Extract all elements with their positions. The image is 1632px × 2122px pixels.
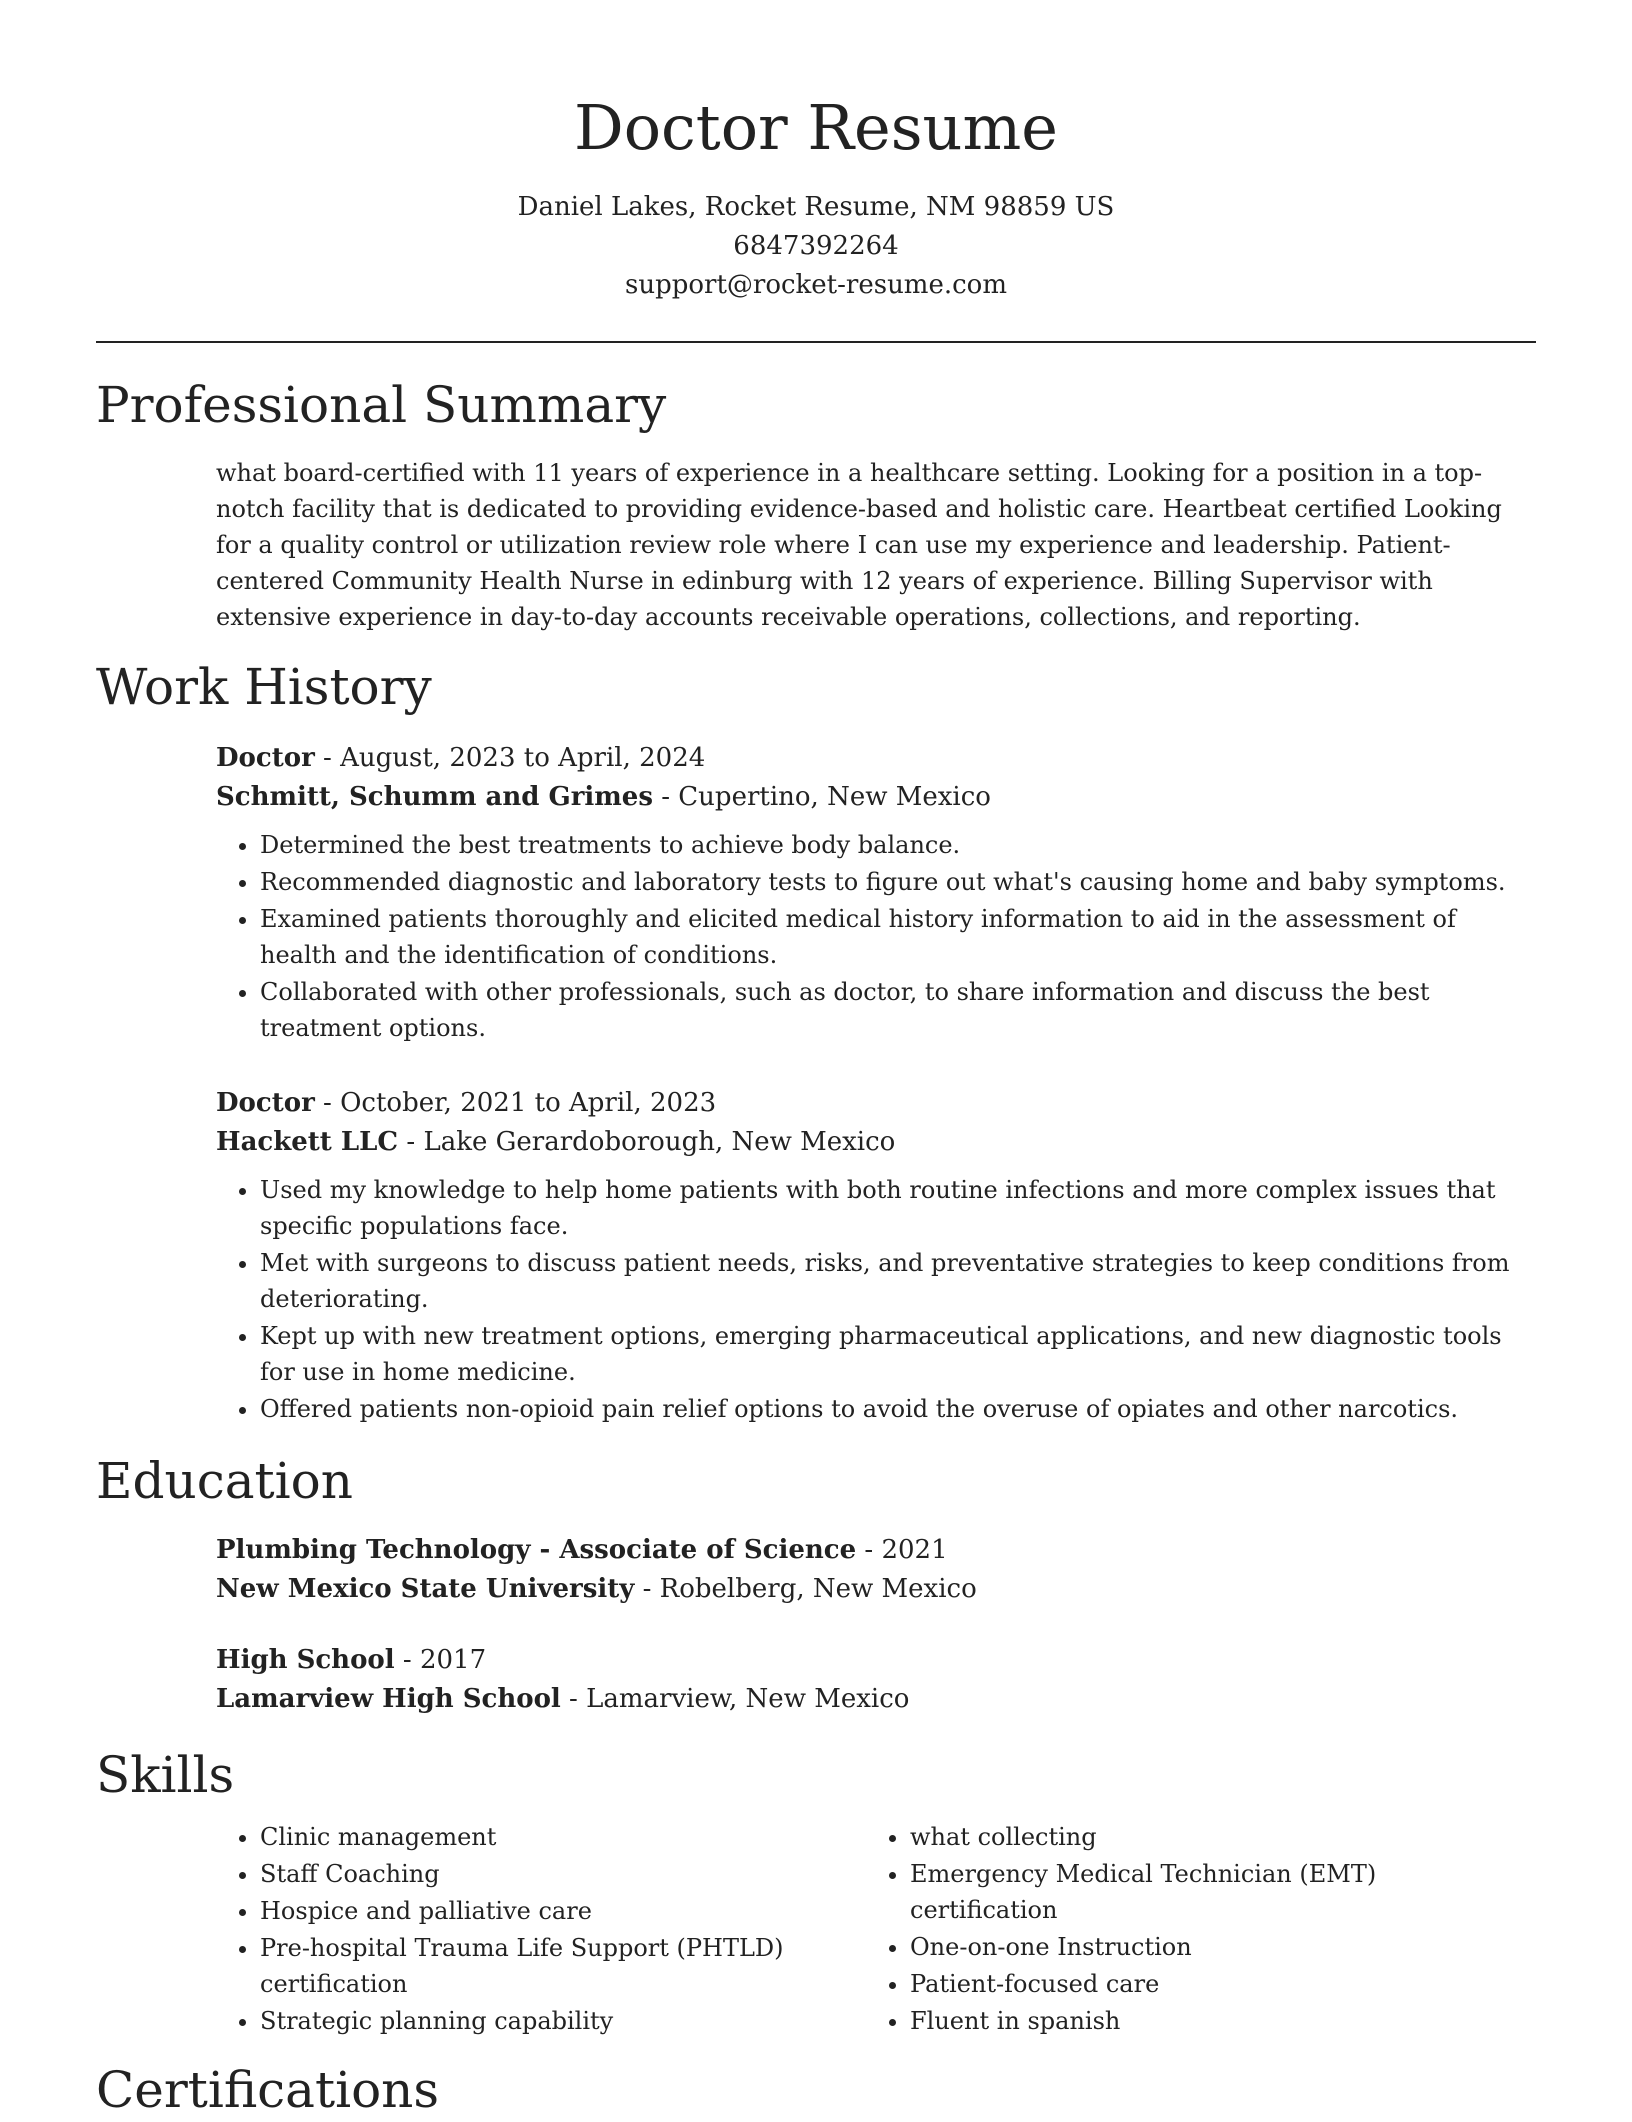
education-degree: Plumbing Technology - Associate of Science [216, 1535, 857, 1565]
job-bullet: • Recommended diagnostic and laboratory tests to figure out what's causing home and baby symptoms. [260, 864, 1536, 900]
education-location: - Lamarview, New Mexico [560, 1684, 910, 1714]
job-title: Doctor [216, 743, 315, 773]
education-degree-line [216, 1641, 1536, 1680]
skill-item: • Clinic management [260, 1819, 866, 1855]
job-bullets [216, 1172, 1536, 1427]
job-bullet: • Collaborated with other professionals, such as doctor, to share information and discuss the best treatment options. [260, 974, 1536, 1046]
skill-item: • Hospice and palliative care [260, 1893, 866, 1929]
job-employer-line [216, 1123, 1536, 1162]
job-entry [216, 739, 1536, 1046]
education-school: Lamarview High School [216, 1684, 561, 1714]
job-bullet: • Offered patients non-opioid pain relief options to avoid the overuse of opiates and other narcotics. [260, 1391, 1536, 1427]
skill-item: • Fluent in spanish [910, 2003, 1516, 2039]
job-bullet: • Determined the best treatments to achieve body balance. [260, 827, 1536, 863]
job-bullet: • Used my knowledge to help home patients with both routine infections and more complex issues that specific populations face. [260, 1172, 1536, 1244]
job-employer: Hackett LLC [216, 1127, 399, 1157]
skill-item: • Staff Coaching [260, 1856, 866, 1892]
job-location: - Cupertino, New Mexico [652, 782, 991, 812]
skills-bullets [216, 1819, 866, 2039]
education-degree-line [216, 1531, 1536, 1570]
job-bullet: • Examined patients thoroughly and elicited medical history information to aid in the assessment of health and the identification of conditions. [260, 901, 1536, 973]
skills-column-right [866, 1819, 1516, 2040]
skill-item: • Pre-hospital Trauma Life Support (PHTLD) certification [260, 1930, 866, 2002]
education-year: - 2021 [856, 1535, 948, 1565]
skill-item: • what collecting [910, 1819, 1516, 1855]
education-entry [216, 1531, 1536, 1609]
skill-item: • Emergency Medical Technician (EMT) certification [910, 1856, 1516, 1928]
job-employer-line [216, 778, 1536, 817]
resume-page [96, 0, 1536, 2122]
education-location: - Robelberg, New Mexico [634, 1574, 977, 1604]
skills-bullets [866, 1819, 1516, 2039]
job-title-line [216, 1084, 1536, 1123]
job-location: - Lake Gerardoborough, New Mexico [398, 1127, 896, 1157]
resume-title: Doctor Resume [574, 91, 1058, 164]
summary-heading: Professional Summary [96, 376, 667, 434]
education-school-line [216, 1680, 1536, 1719]
education-entry [216, 1641, 1536, 1719]
skills-column-left [216, 1819, 866, 2040]
summary-text: what board-certified with 11 years of experience in a healthcare setting. Looking for a position in a top-notch facility that is dedicated to providing evidence-based and holistic care. Heartbeat certified Looking for a quality control or utilization review role where I can use my experience and leadership. Patient-centered Community Health Nurse in edinburg with 12 years of experience. Billing Supervisor with extensive experience in day-to-day accounts receivable operations, collections, and reporting. [216, 459, 1502, 631]
job-bullet: • Kept up with new treatment options, emerging pharmaceutical applications, and new diagnostic tools for use in home medicine. [260, 1318, 1536, 1390]
contact-address: Daniel Lakes, Rocket Resume, NM 98859 US [517, 192, 1115, 222]
skill-item: • One-on-one Instruction [910, 1929, 1516, 1965]
job-entry [216, 1084, 1536, 1427]
contact-email: support@rocket-resume.com [624, 270, 1007, 300]
resume-header [96, 0, 1536, 305]
job-employer: Schmitt, Schumm and Grimes [216, 782, 653, 812]
job-title-line [216, 739, 1536, 778]
skill-item: • Patient-focused care [910, 1966, 1516, 2002]
job-dates: - October, 2021 to April, 2023 [314, 1088, 717, 1118]
education-year: - 2017 [394, 1645, 487, 1675]
job-bullet: • Met with surgeons to discuss patient needs, risks, and preventative strategies to keep conditions from deteriorating. [260, 1245, 1536, 1317]
skills-list [216, 1819, 1536, 2040]
education-degree: High School [216, 1645, 395, 1675]
certifications-heading: Certifications [96, 2061, 440, 2119]
header-divider [96, 341, 1536, 343]
education-school-line [216, 1570, 1536, 1609]
work-history-heading: Work History [96, 658, 432, 716]
job-dates: - August, 2023 to April, 2024 [314, 743, 706, 773]
contact-info [96, 188, 1536, 305]
contact-phone: 6847392264 [733, 231, 899, 261]
education-school: New Mexico State University [216, 1574, 635, 1604]
education-heading: Education [96, 1452, 353, 1510]
skill-item: • Strategic planning capability [260, 2003, 866, 2039]
skills-heading: Skills [96, 1746, 235, 1804]
job-title: Doctor [216, 1088, 315, 1118]
job-bullets [216, 827, 1536, 1046]
